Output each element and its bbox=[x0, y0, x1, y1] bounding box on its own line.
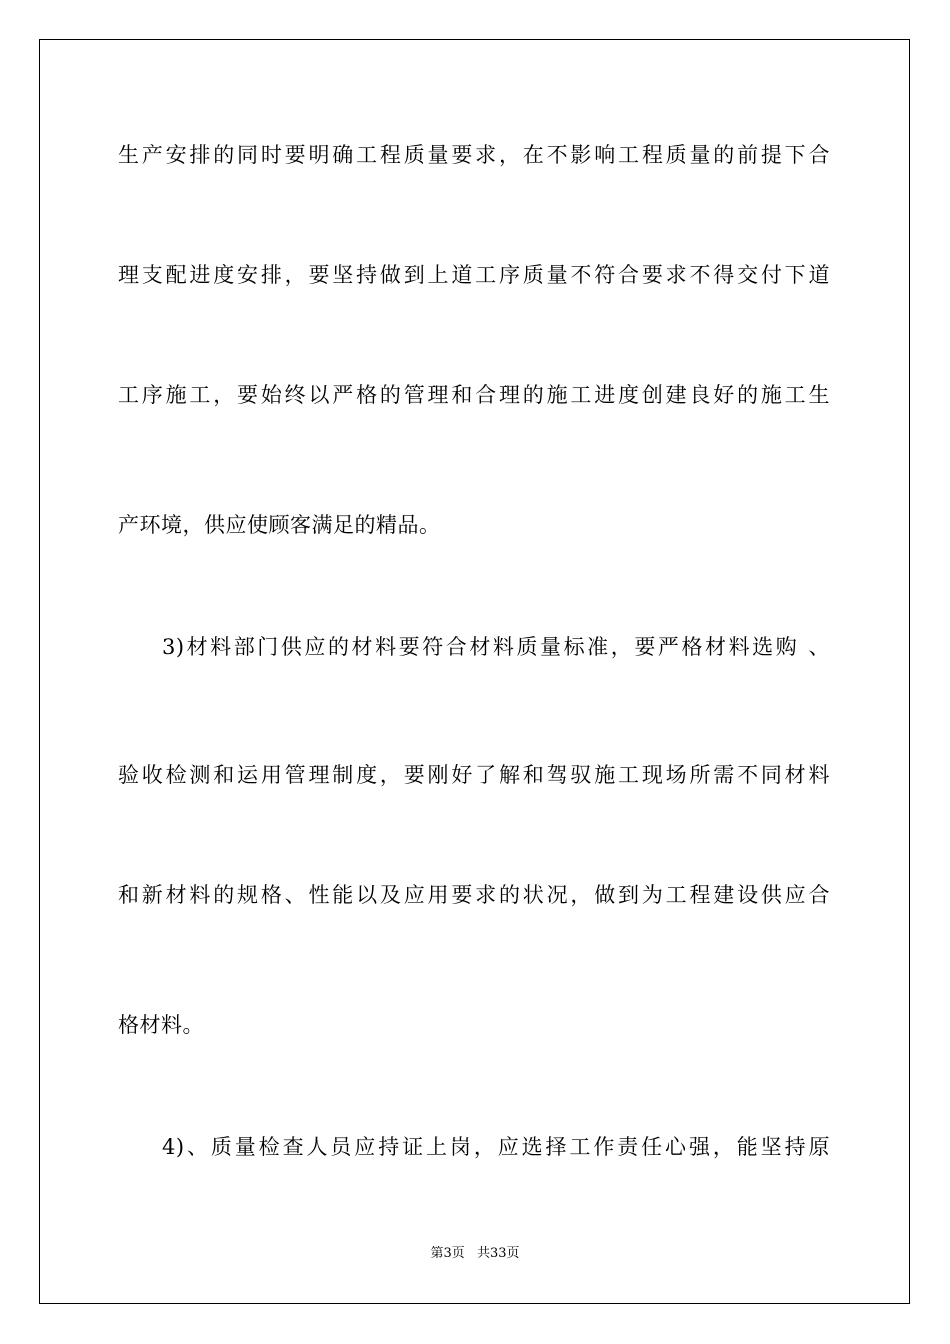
text-line-4: 产环境，供应使顾客满足的精品。 bbox=[118, 513, 441, 537]
text-line-3: 工序施工，要始终以严格的管理和合理的施工进度创建良好的施工生 bbox=[118, 383, 830, 407]
text-line-7: 和新材料的规格、性能以及应用要求的状况，做到为工程建设供应合 bbox=[118, 883, 830, 907]
current-page-label: 第3页 bbox=[430, 1246, 465, 1261]
text-line-5: 3)材料部门供应的材料要符合材料质量标准，要严格材料选购 、 bbox=[162, 635, 830, 659]
text-line-2: 理支配进度安排，要坚持做到上道工序质量不符合要求不得交付下道 bbox=[118, 263, 830, 287]
text-line-9: 4)、质量检查人员应持证上岗，应选择工作责任心强，能坚持原 bbox=[162, 1135, 830, 1159]
page-border bbox=[39, 39, 910, 1304]
total-pages-label: 共33页 bbox=[476, 1246, 520, 1261]
text-line-1: 生产安排的同时要明确工程质量要求，在不影响工程质量的前提下合 bbox=[118, 143, 830, 167]
text-line-6: 验收检测和运用管理制度，要刚好了解和驾驭施工现场所需不同材料 bbox=[118, 763, 830, 787]
page-number-footer bbox=[0, 1246, 950, 1262]
text-line-8: 格材料。 bbox=[118, 1013, 204, 1037]
